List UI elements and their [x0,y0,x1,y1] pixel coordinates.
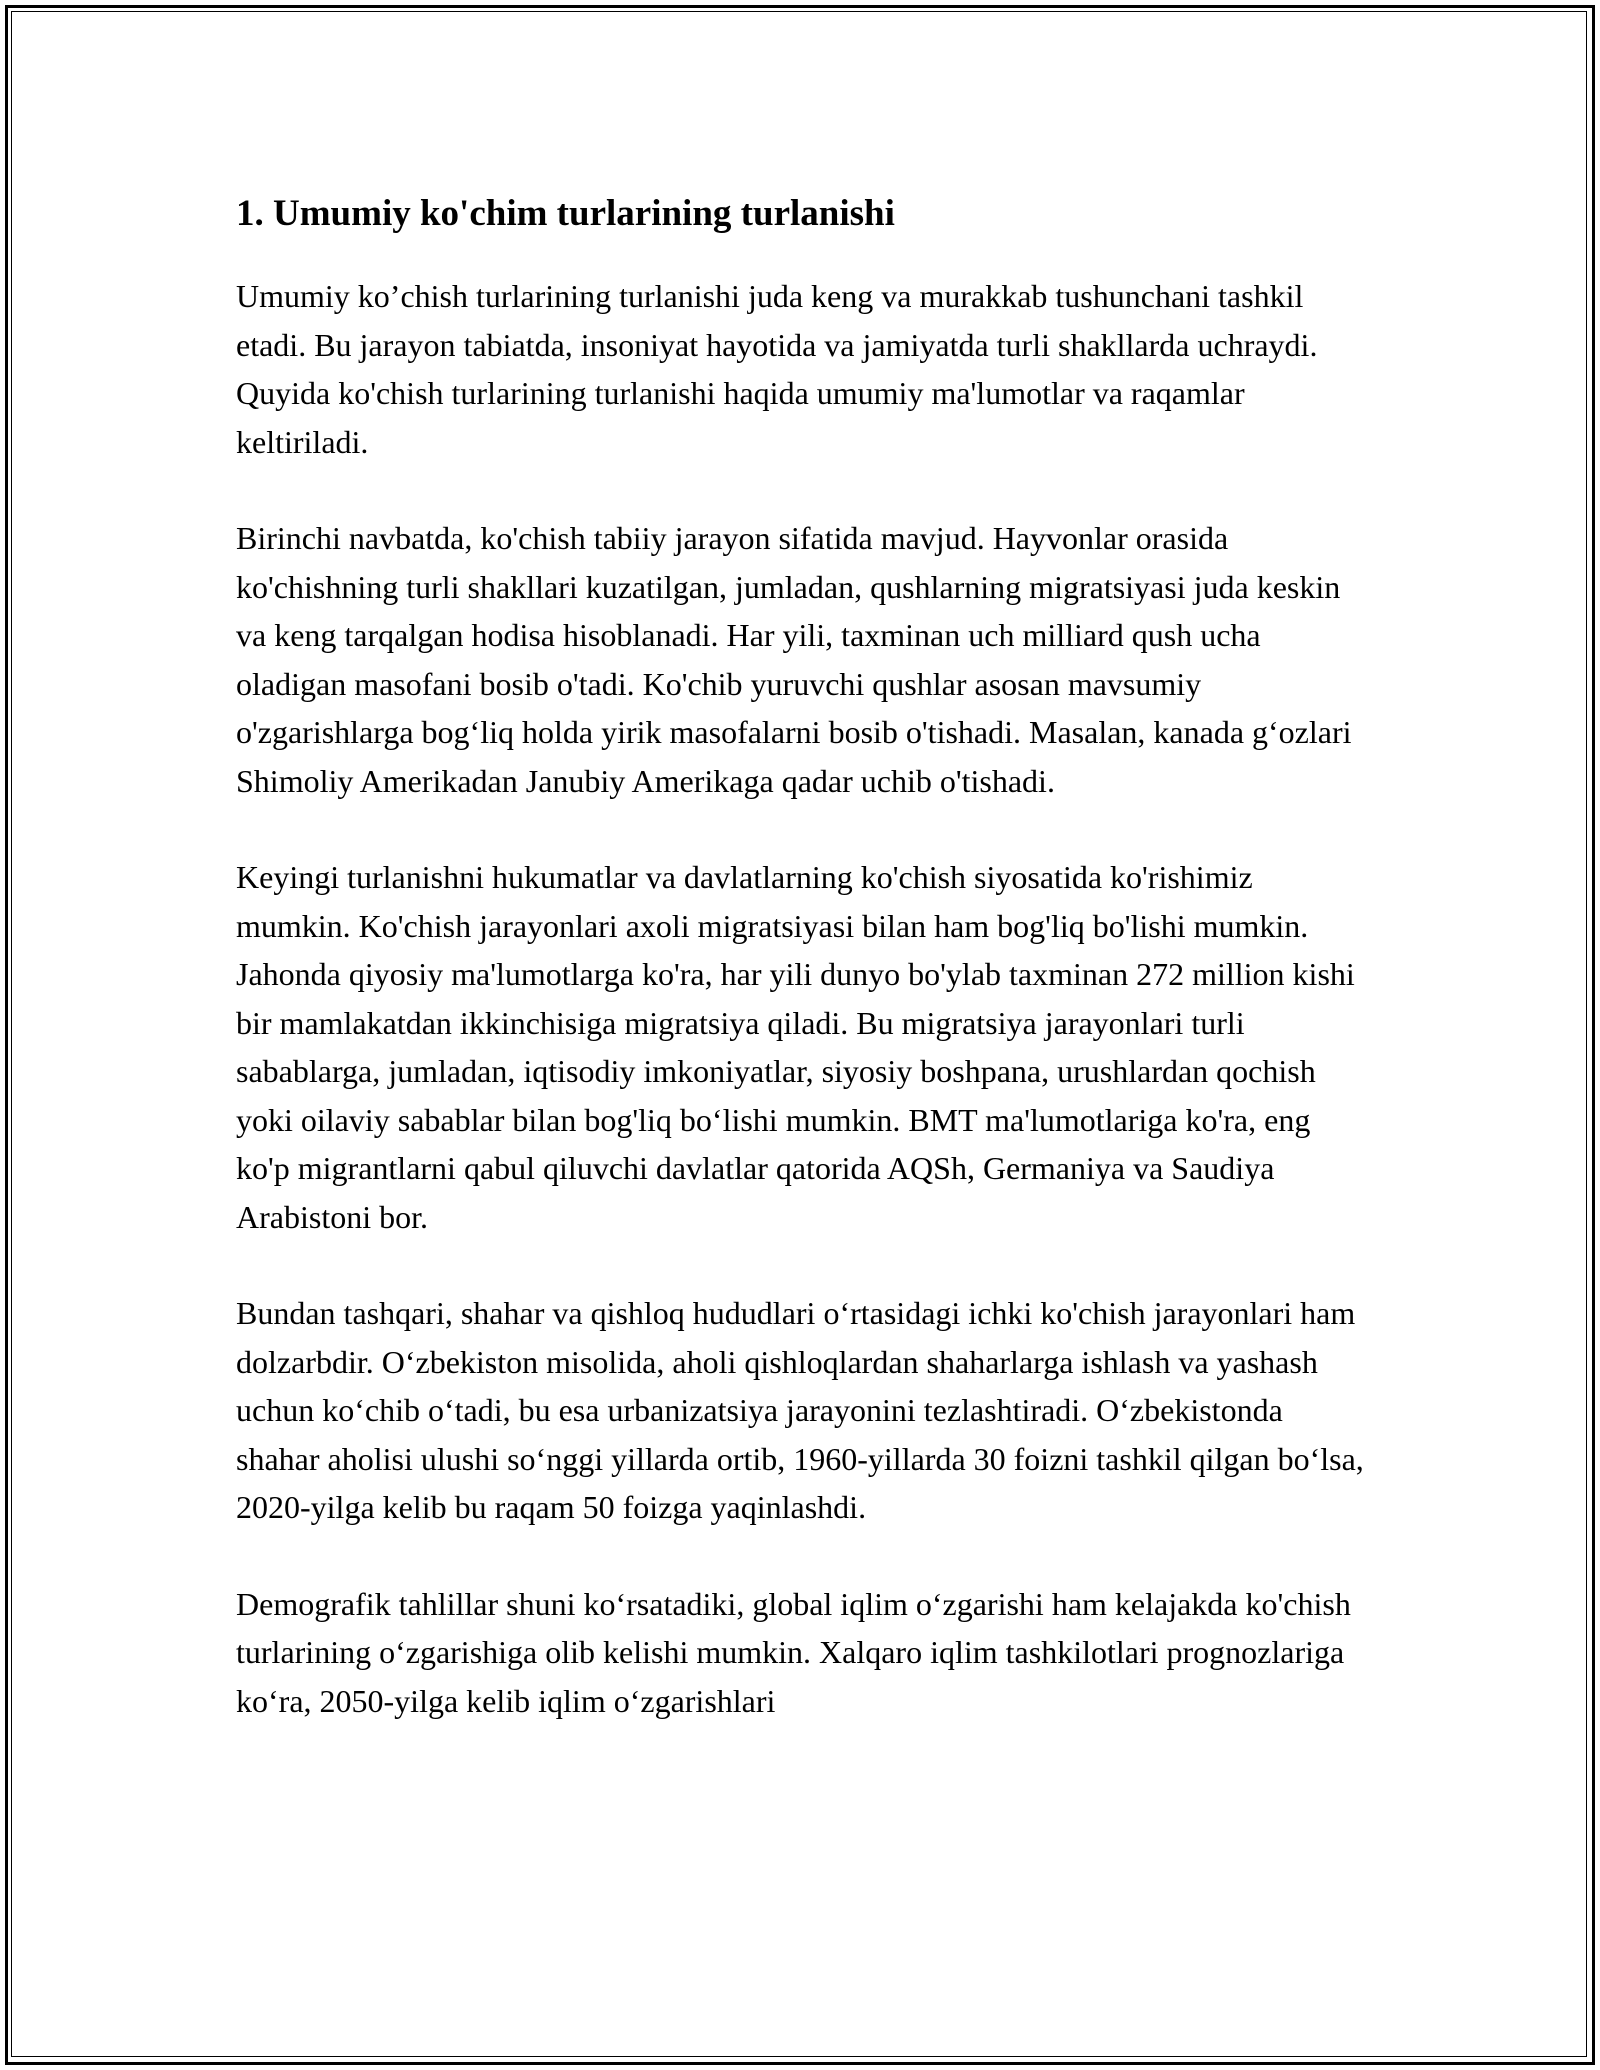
document-body [236,186,1366,1773]
section-heading: 1. Umumiy ko'chim turlarining turlanishi [236,193,895,234]
paragraph-climate-migration: Demografik tahlillar shuni ko‘rsatadiki, global iqlim o‘zgarishi ham kelajakda ko'chish turlarining o‘zgarishiga olib kelishi mumkin. Xalqaro iqlim tashkilotlari prognozlariga ko‘ra, 2050-yilga kelib iqlim o‘zgarishlari [236,1585,1351,1719]
paragraph-internal-migration: Bundan tashqari, shahar va qishloq hududlari o‘rtasidagi ichki ko'chish jarayonlari ham dolzarbdir. O‘zbekiston misolida, aholi qishloqlardan shaharlarga ishlash va yashash uchun ko‘chib o‘tadi, bu esa urbanizatsiya jarayonini tezlashtiradi. O‘zbekistonda shahar aholisi ulushi so‘nggi yillarda ortib, 1960-yillarda 30 foizni tashkil qilgan bo‘lsa, 2020-yilga kelib bu raqam 50 foizga yaqinlashdi. [236,1295,1364,1525]
paragraph-state-migration: Keyingi turlanishni hukumatlar va davlatlarning ko'chish siyosatida ko'rishimiz mumkin. Ko'chish jarayonlari axoli migratsiyasi bilan ham bog'liq bo'lishi mumkin. Jahonda qiyosiy ma'lumotlarga ko'ra, har yili dunyo bo'ylab taxminan 272 million kishi bir mamlakatdan ikkinchisiga migratsiya qiladi. Bu migratsiya jarayonlari turli sabablarga, jumladan, iqtisodiy imkoniyatlar, siyosiy boshpana, urushlardan qochish yoki oilaviy sabablar bilan bog'liq bo‘lishi mumkin. BMT ma'lumotlariga ko'ra, eng ko'p migrantlarni qabul qiluvchi davlatlar qatorida AQSh, Germaniya va Saudiya Arabistoni bor. [236,859,1355,1235]
paragraph-natural-migration: Birinchi navbatda, ko'chish tabiiy jarayon sifatida mavjud. Hayvonlar orasida ko'chishning turli shakllari kuzatilgan, jumladan, qushlarning migratsiyasi juda keskin va keng tarqalgan hodisa hisoblanadi. Har yili, taxminan uch milliard qush ucha oladigan masofani bosib o'tadi. Ko'chib yuruvchi qushlar asosan mavsumiy o'zgarishlarga bog‘liq holda yirik masofalarni bosib o'tishadi. Masalan, kanada g‘ozlari Shimoliy Amerikadan Janubiy Amerikaga qadar uchib o'tishadi. [236,520,1352,799]
paragraph-intro: Umumiy ko’chish turlarining turlanishi juda keng va murakkab tushunchani tashkil etadi. Bu jarayon tabiatda, insoniyat hayotida va jamiyatda turli shakllarda uchraydi. Quyida ko'chish turlarining turlanishi haqida umumiy ma'lumotlar va raqamlar keltiriladi. [236,278,1318,460]
